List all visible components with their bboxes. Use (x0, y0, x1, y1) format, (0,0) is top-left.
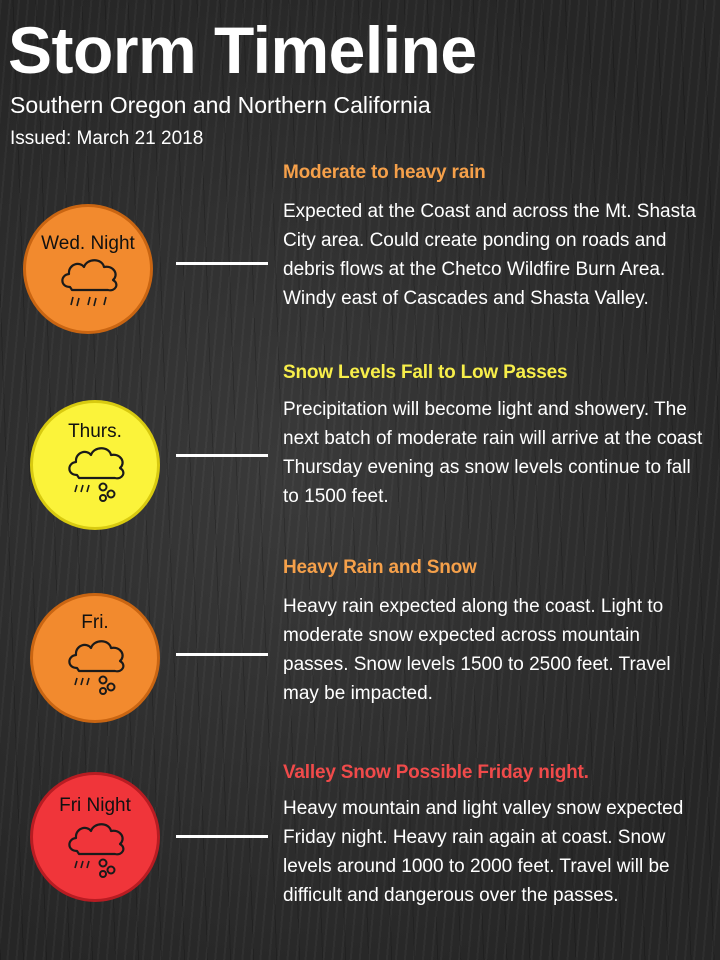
day-circle (30, 400, 160, 530)
day-circle (30, 593, 160, 723)
event-heading: Moderate to heavy rain (283, 162, 486, 183)
rain-cloud-icon (56, 251, 126, 313)
page-title: Storm Timeline (8, 13, 477, 87)
timeline-connector (176, 454, 268, 457)
issued-date: Issued: March 21 2018 (10, 128, 204, 149)
timeline-connector (176, 835, 268, 838)
rain-snow-cloud-icon (63, 817, 133, 879)
day-label: Wed. Night (41, 233, 135, 254)
event-description: Precipitation will become light and showery. The next batch of moderate rain will arrive at the coast Thursday evening as snow levels continue to fall to 1500 feet. (283, 399, 703, 507)
event-heading: Snow Levels Fall to Low Passes (283, 362, 568, 383)
day-circle (30, 772, 160, 902)
timeline-connector (176, 262, 268, 265)
event-description: Heavy mountain and light valley snow expected Friday night. Heavy rain again at coast. Snow levels around 1000 to 2000 feet. Travel will be difficult and dangerous over the passes. (283, 798, 684, 906)
page-subtitle: Southern Oregon and Northern California (10, 92, 431, 118)
event-description: Heavy rain expected along the coast. Light to moderate snow expected across mountain passes. Snow levels 1500 to 2500 feet. Travel may be impacted. (283, 596, 671, 704)
timeline-connector (176, 653, 268, 656)
day-label: Fri. (81, 612, 109, 633)
day-label: Fri Night (59, 795, 131, 816)
event-description: Expected at the Coast and across the Mt. Shasta City area. Could create ponding on roads and debris flows at the Chetco Wildfire Burn Area. Windy east of Cascades and Shasta Valley. (283, 201, 696, 309)
day-label: Thurs. (68, 421, 122, 442)
day-circle (23, 204, 153, 334)
event-heading: Heavy Rain and Snow (283, 557, 477, 578)
rain-snow-cloud-icon (63, 441, 133, 503)
event-heading: Valley Snow Possible Friday night. (283, 762, 589, 783)
rain-snow-cloud-icon (63, 634, 133, 696)
